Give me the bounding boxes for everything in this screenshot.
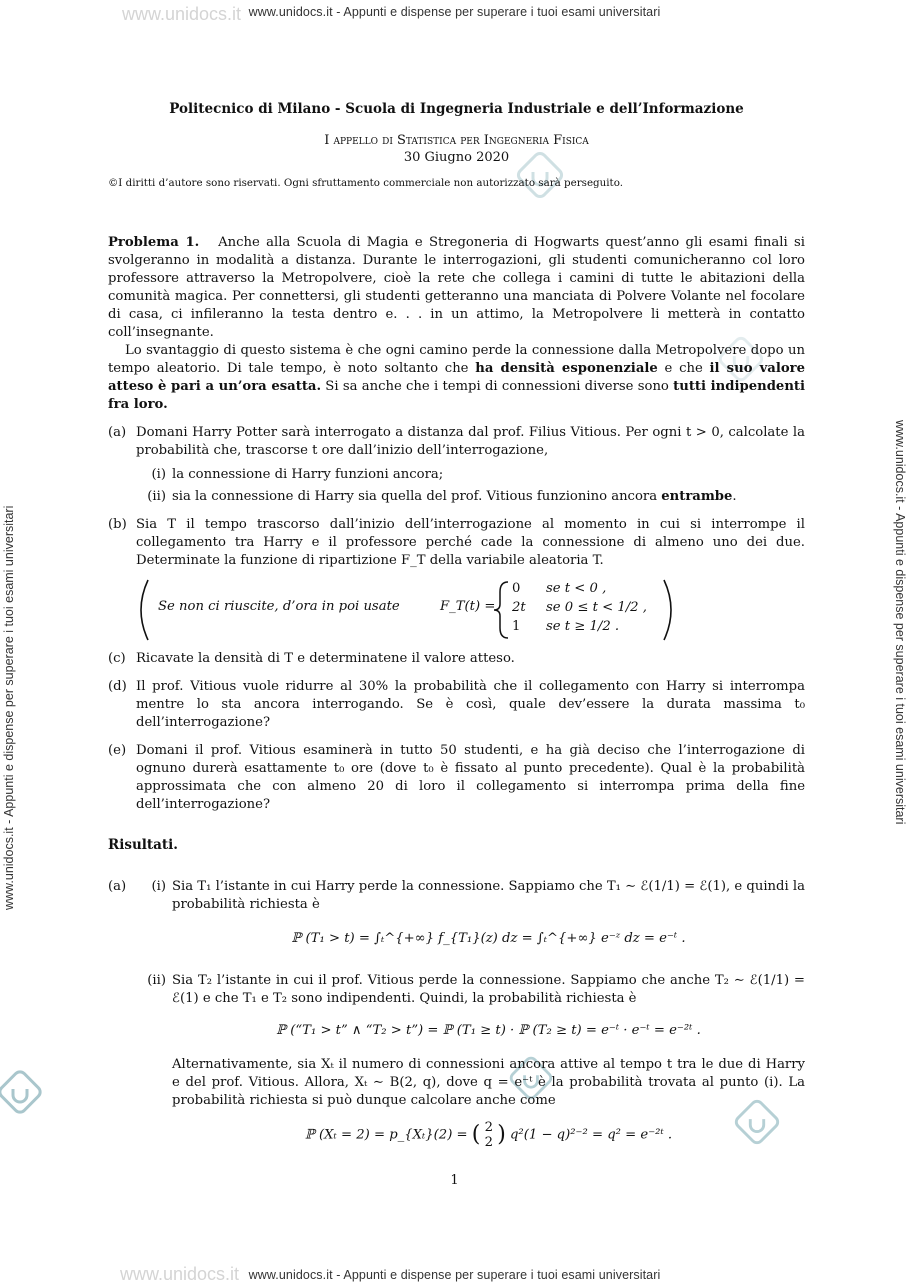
exam-subtitle: I appello di Statistica per Ingegneria Fisica <box>324 133 589 148</box>
question-text: Domani il prof. Vitious esaminerà in tutto 50 studenti, e ha già deciso che l’interrogazione di ognuno durerà esattamente t₀ ore (dove t₀ è fissato al punto precedente). Qual è la probabilità approssimata che con almeno 20 di loro il collegamento si interrompa prima della fine dell’interrogazione? <box>136 743 805 812</box>
exam-date: 30 Giugno 2020 <box>403 150 510 165</box>
hint-case-value: 0 <box>512 581 521 596</box>
problem-paragraph-1 <box>108 234 805 342</box>
hint-case-condition: se t < 0 , <box>546 581 607 596</box>
result-i <box>136 878 805 948</box>
result-text: Sia T₁ l’istante in cui Harry perde la connessione. Sappiamo che T₁ ∼ ℰ(1/1) = ℰ(1), e quindi la probabilità richiesta è <box>172 879 805 912</box>
question-text: Domani Harry Potter sarà interrogato a distanza dal prof. Filius Vitious. Per ogni t > 0, calcolate la probabilità che, trascorse t ore dall’inizio dell’interrogazione, <box>136 425 805 458</box>
result-ii <box>136 972 805 1150</box>
equation-rhs: q²(1 − q)²⁻² = q² = e⁻²ᵗ . <box>509 1127 673 1143</box>
subquestion-text: la connessione di Harry funzioni ancora; <box>172 467 444 482</box>
question-label: (b) <box>108 517 127 532</box>
problem-text: Si sa anche che i tempi di connessioni diverse sono <box>321 379 674 394</box>
hint-case-value: 2t <box>512 600 526 615</box>
page-number: 1 <box>450 1173 459 1188</box>
watermark-top: www.unidocs.it - Appunti e dispense per superare i tuoi esami universitari <box>248 5 661 19</box>
result-equation: ℙ (“T₁ > t” ∧ “T₂ > t”) = ℙ (T₁ ≥ t) · ℙ (T₂ ≥ t) = e⁻ᵗ · e⁻ᵗ = e⁻²ᵗ . <box>276 1023 701 1038</box>
problem-text: Lo svantaggio di questo sistema è che ogni camino perde la connessione dalla Metropolvere dopo un tempo aleatorio. Di tale tempo, è noto soltanto che <box>108 343 805 376</box>
problem-text: e che <box>657 361 710 376</box>
problem-paragraph-2 <box>108 342 805 414</box>
watermark-ghost: www.unidocs.it <box>122 4 242 24</box>
result-equation: ℙ (T₁ > t) = ∫ₜ^{+∞} f_{T₁}(z) dz = ∫ₜ^{+∞} e⁻ᶻ dz = e⁻ᵗ . <box>291 931 686 946</box>
subquestion-text: sia la connessione di Harry sia quella del prof. Vitious funzionino ancora <box>172 489 662 504</box>
watermark-bottom: www.unidocs.it - Appunti e dispense per superare i tuoi esami universitari <box>248 1268 661 1282</box>
problem-emphasis: ha densità esponenziale <box>475 361 658 376</box>
question-text: Ricavate la densità di T e determinatene il valore atteso. <box>136 651 515 666</box>
question-d <box>108 678 805 732</box>
question-a <box>108 424 805 506</box>
binomial-top: 2 <box>484 1120 493 1135</box>
hint-box <box>136 578 805 640</box>
subquestion-ii: (ii) sia la connessione di Harry sia quella del prof. Vitious funzionino ancora entrambe. <box>144 488 805 506</box>
binomial-left-paren: ( <box>471 1122 481 1147</box>
watermark-left: www.unidocs.it - Appunti e dispense per superare i tuoi esami universitari <box>2 505 16 910</box>
question-label: (a) <box>108 425 127 440</box>
binomial-right-paren: ) <box>497 1122 506 1147</box>
question-text: Sia T il tempo trascorso dall’inizio dell’interrogazione al momento in cui si interrompe il collegamento tra Harry e il professore perché cade la connessione di almeno uno dei due. Determinate la funzione di ripartizione F_T della variabile aleatoria T. <box>136 517 805 568</box>
question-e <box>108 742 805 814</box>
problem-emphasis: tutti indipendenti fra loro. <box>108 379 806 412</box>
question-list <box>108 424 805 814</box>
copyright-notice: ©I diritti d’autore sono riservati. Ogni sfruttamento commerciale non autorizzato sarà perseguito. <box>108 177 623 189</box>
problem-intro: Anche alla Scuola di Magia e Stregoneria di Hogwarts quest’anno gli esami finali si svolgeranno in modalità a distanza. Durante le interrogazioni, gli studenti comunicheranno col loro professore attraverso la Metropolvere, cioè la rete che collega i camini di tutte le abitazioni della comunità magica. Per connettersi, gli studenti getteranno una manciata di Polvere Volante nel focolare di casa, ci infileranno la testa dentro e. . . in un attimo, la Metropolvere li metterà in contatto coll’insegnante. <box>108 235 806 340</box>
problem-label: Problema 1. <box>108 235 200 250</box>
result-equation <box>172 1120 805 1150</box>
result-text: Sia T₂ l’istante in cui il prof. Vitious perde la connessione. Sappiamo che anche T₂ ∼ ℰ(1/1) = ℰ(1) e che T₁ e T₂ sono indipendenti. Quindi, la probabilità richiesta è <box>172 973 805 1006</box>
question-label: (c) <box>108 651 126 666</box>
watermark-right: www.unidocs.it - Appunti e dispense per superare i tuoi esami universitari <box>893 420 907 825</box>
subquestion-emphasis: entrambe <box>661 489 733 504</box>
document-page <box>108 100 805 1164</box>
problem-emphasis: il suo valore atteso è pari a un’ora esatta. <box>108 361 805 394</box>
subquestion-label: (i) <box>151 467 166 482</box>
result-label: (a) <box>108 879 127 894</box>
subquestion-list <box>144 466 805 506</box>
hint-case-condition: se 0 ≤ t < 1/2 , <box>546 600 647 615</box>
result-sublabel: (ii) <box>147 973 166 988</box>
results-heading: Risultati. <box>108 837 178 853</box>
result-a <box>108 878 805 1150</box>
question-b <box>108 516 805 640</box>
binomial-bottom: 2 <box>484 1135 493 1150</box>
binomial-coefficient <box>485 1120 493 1150</box>
hint-text: Se non ci riuscite, d’ora in poi usate <box>158 599 400 614</box>
equation-lhs: ℙ (Xₜ = 2) = p_{Xₜ}(2) = <box>304 1127 468 1143</box>
unidocs-logo-icon <box>0 1068 44 1118</box>
question-label: (e) <box>108 743 127 758</box>
document-header <box>108 100 805 166</box>
subquestion-i <box>144 466 805 484</box>
hint-function: F_T(t) = <box>440 599 496 614</box>
hint-case-value: 1 <box>512 619 521 634</box>
result-text: Alternativamente, sia Xₜ il numero di connessioni ancora attive al tempo t tra le due di Harry e del prof. Vitious. Allora, Xₜ ∼ B(2, q), dove q = e⁻ᵗ è la probabilità trovata al punto (i). La probabilità richiesta si può dunque calcolare anche come <box>172 1057 805 1108</box>
question-text: Il prof. Vitious vuole ridurre al 30% la probabilità che il collegamento con Harry si interrompa mentre lo sta ancora interrogando. Se è così, quale dev’essere la durata massima t₀ dell’interrogazione? <box>136 679 805 730</box>
institution-title: Politecnico di Milano - Scuola di Ingegneria Industriale e dell’Informazione <box>169 101 744 117</box>
question-c <box>108 650 805 668</box>
result-sublabel: (i) <box>151 879 166 894</box>
hint-case-condition: se t ≥ 1/2 . <box>546 619 620 634</box>
question-label: (d) <box>108 679 127 694</box>
watermark-ghost: www.unidocs.it <box>120 1264 240 1284</box>
subquestion-label: (ii) <box>147 489 166 504</box>
